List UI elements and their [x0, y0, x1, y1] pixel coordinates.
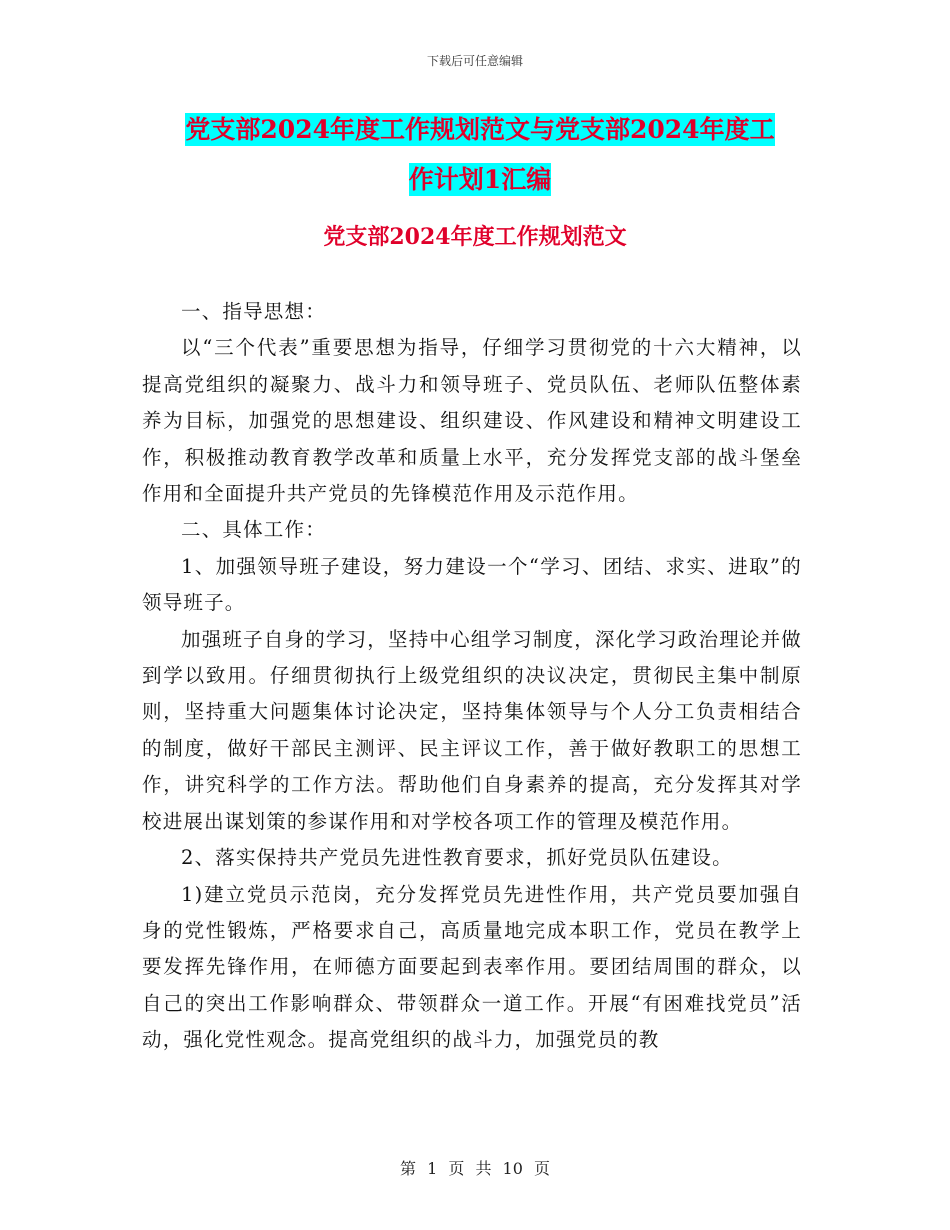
paragraph: 2、落实保持共产党员先进性教育要求，抓好党员队伍建设。	[181, 846, 733, 870]
paragraph: 1、加强领导班子建设，努力建设一个“学习、团结、求实、进取”的领导班子。	[142, 554, 802, 615]
paragraph-heading-2: 二、具体工作：	[181, 518, 326, 542]
paragraph-heading-1: 一、指导思想：	[181, 300, 326, 323]
page-footer: 第 1 页 共 10 页	[400, 1159, 550, 1178]
header-note: 下载后可任意编辑	[426, 54, 523, 68]
title-line-2: 作计划1汇编	[408, 165, 552, 194]
paragraph: 加强班子自身的学习，坚持中心组学习制度，深化学习政治理论并做到学以致用。仔细贯彻执行上级党组织的决议决定，贯彻民主集中制原则，坚持重大问题集体讨论决定，坚持集体领导与个人分工负责相结合的制度，做好干部民主测评、民主评议工作，善于做好教职工的思想工作，讲究科学的工作方法。帮助他们自身素养的提高，充分发挥其对学校进展出谋划策的参谋作用和对学校各项工作的管理及模范作用。	[142, 627, 803, 833]
section-title: 党支部2024年度工作规划范文	[323, 224, 627, 250]
paragraph: 以“三个代表”重要思想为指导，仔细学习贯彻党的十六大精神，以提高党组织的凝聚力、战斗力和领导班子、党员队伍、老师队伍整体素养为目标，加强党的思想建设、组织建设、作风建设和精神文明建设工作，积极推动教育教学改革和质量上水平，充分发挥党支部的战斗堡垒作用和全面提升共产党员的先锋模范作用及示范作用。	[142, 336, 802, 506]
title-line-1: 党支部2024年度工作规划范文与党支部2024年度工	[185, 115, 775, 144]
document-body	[142, 294, 802, 1059]
paragraph: 1)建立党员示范岗，充分发挥党员先进性作用，共产党员要加强自身的党性锻炼，严格要求自己，高质量地完成本职工作，党员在教学上要发挥先锋作用，在师德方面要起到表率作用。要团结周围的群众，以自己的突出工作影响群众、带领群众一道工作。开展“有困难找党员”活动，强化党性观念。提高党组织的战斗力，加强党员的教	[142, 882, 802, 1052]
document-title	[150, 105, 810, 205]
